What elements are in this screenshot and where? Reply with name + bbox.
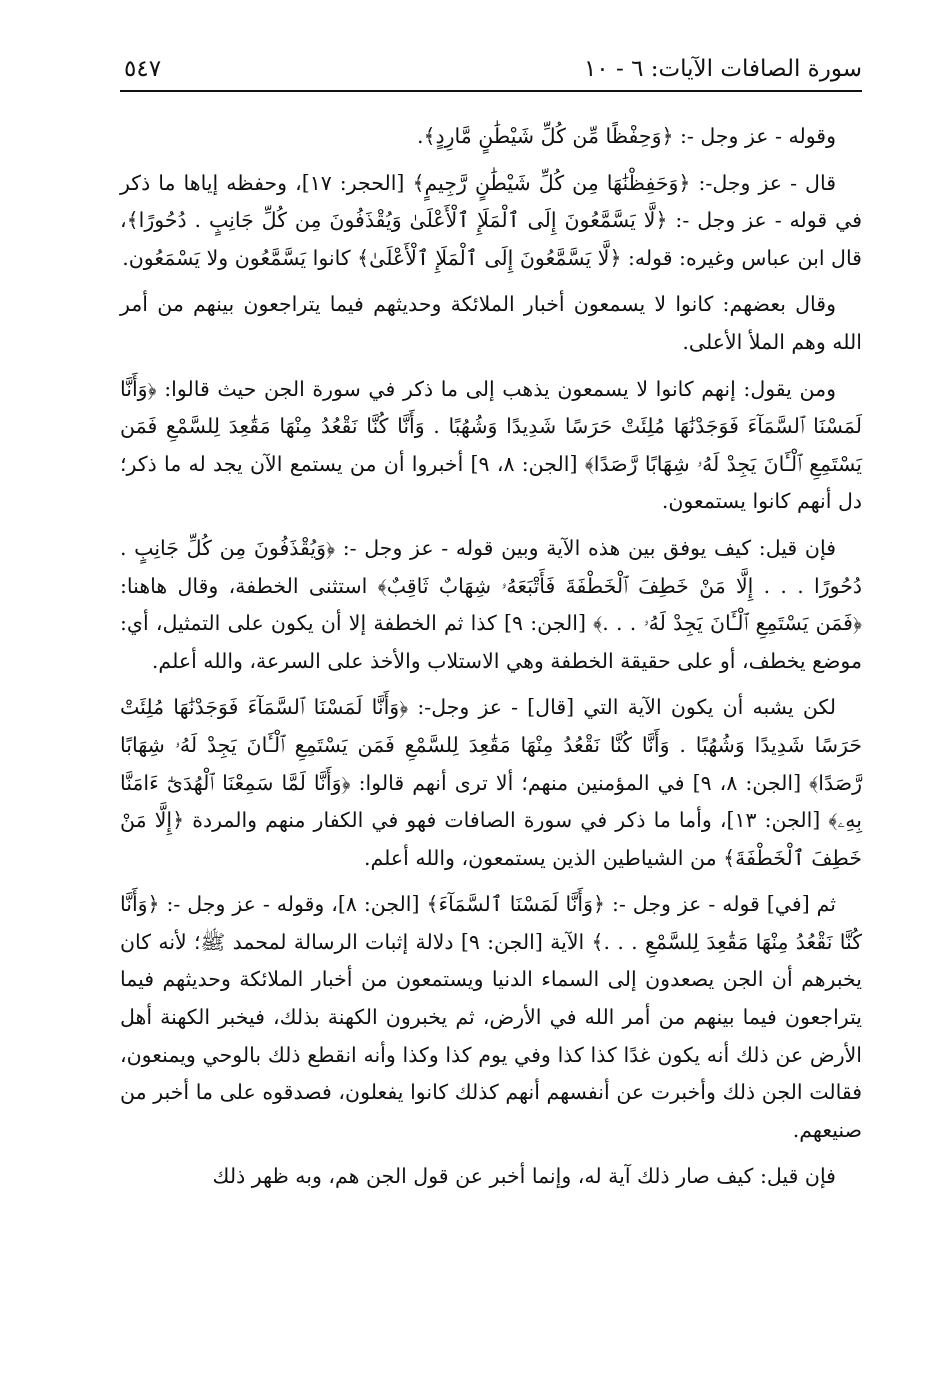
paragraph-4: ومن يقول: إنهم كانوا لا يسمعون يذهب إلى ما ذكر في سورة الجن حيث قالوا: ﴿وَأَنَّا لَمَسْنَا ٱلسَّمَآءَ فَوَجَدْنَٰهَا مُلِئَتْ حَرَسًا شَدِيدًا وَشُهُبًا . وَأَنَّا كُنَّا نَقْعُدُ مِنْهَا مَقَٰعِدَ لِلسَّمْعِ فَمَن يَسْتَمِعِ ٱلْـَٔانَ يَجِدْ لَهُۥ شِهَابًا رَّصَدًا﴾ [الجن: ٨، ٩] أخبروا أن من يستمع الآن يجد له ما ذكر؛ دل أنهم كانوا يستمعون. [120,376,863,514]
paragraph-6: لكن يشبه أن يكون الآية التي [قال] - عز وجل-: ﴿وَأَنَّا لَمَسْنَا ٱلسَّمَآءَ فَوَجَدْنَٰهَا مُلِئَتْ حَرَسًا شَدِيدًا وَشُهُبًا . وَأَنَّا كُنَّا نَقْعُدُ مِنْهَا مَقَٰعِدَ لِلسَّمْعِ فَمَن يَسْتَمِعِ ٱلْـَٔانَ يَجِدْ لَهُۥ شِهَابًا رَّصَدًا﴾ [الجن: ٨، ٩] في المؤمنين منهم؛ ألا ترى أنهم قالوا: ﴿وَأَنَّا لَمَّا سَمِعْنَا ٱلْهُدَىٰٓ ءَامَنَّا بِهِۦ﴾ [الجن: ١٣]، وأما ما ذكر في سورة الصافات فهو في الكفار منهم والمردة ﴿إِلَّا مَنْ خَطِفَ ٱلْخَطْفَةَ﴾ من الشياطين الذين يستمعون، والله أعلم. [120,695,863,870]
paragraph-2: قال - عز وجل-: ﴿وَحَفِظْنَٰهَا مِن كُلِّ شَيْطَٰنٍ رَّجِيمٍ﴾ [الحجر: ١٧]، وحفظه إياها ما ذكر في قوله - عز وجل -: ﴿لَّا يَسَّمَّعُونَ إِلَى ٱلْمَلَإِ ٱلْأَعْلَىٰ وَيُقْذَفُونَ مِن كُلِّ جَانِبٍ . دُحُورًا﴾، قال ابن عباس وغيره: قوله: ﴿لَّا يَسَّمَّعُونَ إِلَى ٱلْمَلَإِ ٱلْأَعْلَىٰ﴾ كانوا يَسَّمَّعُون ولا يَسْمَعُون. [120,170,862,270]
surah-title: سورة الصافات الآيات: ٦ - ١٠ [583,56,862,82]
running-header [120,52,862,92]
book-page [120,52,862,1205]
paragraph-3: وقال بعضهم: كانوا لا يسمعون أخبار الملائكة وحديثهم فيما يتراجعون بينهم من أمر الله وهم الملأ الأعلى. [120,292,862,354]
page-body [120,92,862,1196]
paragraph-8: فإن قيل: كيف صار ذلك آية له، وإنما أخبر عن قول الجن هم، وبه ظهر ذلك [212,1164,836,1189]
paragraph-5: فإن قيل: كيف يوفق بين هذه الآية وبين قوله - عز وجل -: ﴿وَيُقْذَفُونَ مِن كُلِّ جَانِبٍ . دُحُورًا . . . إِلَّا مَنْ خَطِفَ ٱلْخَطْفَةَ فَأَتْبَعَهُۥ شِهَابٌ ثَاقِبٌ﴾ استثنى الخطفة، وقال هاهنا: ﴿فَمَن يَسْتَمِعِ ٱلْـَٔانَ يَجِدْ لَهُۥ . . .﴾ [الجن: ٩] كذا ثم الخطفة إلا أن يكون على التمثيل، أي: موضع يخطف، أو على حقيقة الخطفة وهي الاستلاب والأخذ على السرعة، والله أعلم. [120,535,862,673]
paragraph-1: وقوله - عز وجل -: ﴿وَحِفْظًا مِّن كُلِّ شَيْطَٰنٍ مَّارِدٍ﴾. [416,124,836,148]
paragraph-7: ثم [في] قوله - عز وجل -: ﴿وَأَنَّا لَمَسْنَا ٱلسَّمَآءَ﴾ [الجن: ٨]، وقوله - عز وجل -: ﴿وَأَنَّا كُنَّا نَقْعُدُ مِنْهَا مَقَٰعِدَ لِلسَّمْعِ . . .﴾ الآية [الجن: ٩] دلالة إثبات الرسالة لمحمد ﷺ؛ لأنه كان يخبرهم أن الجن يصعدون إلى السماء الدنيا ويستمعون من أخبار الملائكة وحديثهم فيما يتراجعون فيما بينهم من أمر الله في الأرض، ثم يخبرون الكهنة بذلك، فيخبر الكهنة أهل الأرض عن ذلك أنه يكون غدًا كذا كذا وفي يوم كذا وكذا وأنه انقطع ذلك بالوحي ويمنعون، فقالت الجن ذلك وأخبرت عن أنفسهم أنهم كذلك كانوا يفعلون، فصدقوه على ما أخبر من صنيعهم. [120,892,862,1142]
page-number: ٥٤٧ [124,56,162,82]
